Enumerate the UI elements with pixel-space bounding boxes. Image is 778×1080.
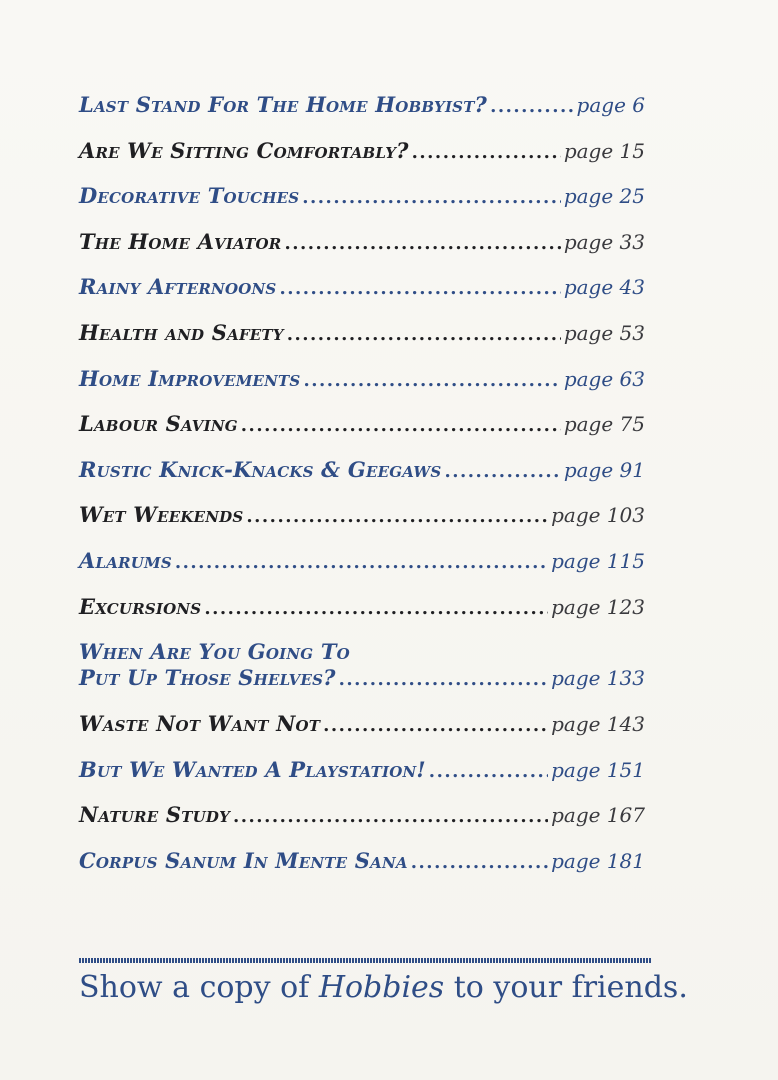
toc-entry[interactable]: [79, 274, 645, 320]
toc-entry[interactable]: [79, 138, 645, 184]
toc-entry-title: Last Stand For The Home Hobbyist?: [79, 92, 488, 117]
table-of-contents: [79, 92, 645, 894]
toc-entry-title: Rustic Knick-Knacks & Geegaws: [79, 456, 442, 482]
toc-entry-title: Alarums: [79, 547, 172, 573]
toc-entry-title: Labour Saving: [79, 411, 238, 437]
toc-entry[interactable]: [79, 229, 645, 275]
toc-entry[interactable]: [79, 411, 645, 457]
toc-entry-page: page 151: [551, 757, 645, 782]
toc-entry-title: Decorative Touches: [79, 183, 300, 209]
toc-entry-page: page 53: [563, 320, 645, 345]
toc-entry-page: page 115: [551, 548, 645, 573]
toc-entry[interactable]: [79, 757, 645, 803]
leader-dots: [490, 96, 573, 117]
leader-dots: [444, 461, 560, 482]
dotted-divider: [79, 958, 651, 963]
toc-entry-title: Corpus Sanum In Mente Sana: [79, 847, 408, 873]
leader-dots: [284, 233, 560, 254]
leader-dots: [323, 715, 548, 736]
leader-dots: [302, 187, 561, 208]
leader-dots: [246, 506, 548, 527]
toc-entry[interactable]: [79, 548, 645, 594]
leader-dots: [411, 852, 548, 873]
footer-emphasis: Hobbies: [318, 970, 445, 1005]
toc-entry-title: Waste Not Want Not: [79, 711, 321, 737]
toc-entry[interactable]: [79, 92, 645, 138]
toc-entry-title: Nature Study: [79, 802, 230, 828]
toc-entry-title-line1: When Are You Going To: [79, 639, 350, 665]
toc-entry-page: page 33: [563, 229, 645, 254]
toc-entry-page: page 75: [563, 412, 645, 437]
toc-entry[interactable]: [79, 802, 645, 848]
leader-dots: [339, 669, 548, 690]
toc-entry[interactable]: [79, 594, 645, 640]
toc-entry-page: page 63: [563, 366, 645, 391]
footer-tagline: [79, 970, 688, 1005]
leader-dots: [303, 370, 560, 391]
footer-text-before: Show a copy of: [79, 970, 319, 1005]
toc-entry-page: page 25: [563, 184, 645, 209]
leader-dots: [279, 278, 560, 299]
toc-entry-page: page 143: [551, 712, 645, 737]
toc-entry-title: Home Improvements: [79, 365, 301, 391]
toc-entry[interactable]: [79, 848, 645, 894]
toc-entry[interactable]: [79, 457, 645, 503]
leader-dots: [287, 324, 561, 345]
toc-entry-page: page 181: [551, 848, 645, 873]
toc-entry[interactable]: [79, 183, 645, 229]
toc-entry[interactable]: [79, 320, 645, 366]
toc-entry-title: Are We Sitting Comfortably?: [79, 137, 409, 163]
toc-entry-page: page 43: [563, 275, 645, 300]
toc-entry[interactable]: [79, 502, 645, 548]
toc-entry-page: page 167: [551, 803, 645, 828]
toc-entry-title: But We Wanted A Playstation!: [79, 756, 426, 782]
toc-entry[interactable]: [79, 366, 645, 412]
leader-dots: [412, 142, 561, 163]
toc-entry-title: Rainy Afternoons: [79, 274, 277, 300]
toc-entry[interactable]: [79, 711, 645, 757]
toc-entry-page: page 133: [551, 666, 645, 691]
toc-entry-title: Excursions: [79, 593, 202, 619]
leader-dots: [204, 598, 548, 619]
leader-dots: [233, 806, 548, 827]
leader-dots: [175, 552, 548, 573]
toc-entry-page: page 123: [551, 594, 645, 619]
toc-entry-page: page 15: [563, 138, 645, 163]
toc-entry-title-line2: Put Up Those Shelves?: [79, 665, 336, 691]
toc-entry-page: page 6: [576, 93, 645, 117]
toc-entry-title: Wet Weekends: [79, 502, 244, 528]
toc-entry-title: Health and Safety: [79, 319, 284, 345]
toc-entry-page: page 103: [551, 503, 645, 528]
toc-entry[interactable]: [79, 639, 645, 711]
toc-entry-title: The Home Aviator: [79, 228, 282, 254]
leader-dots: [241, 415, 561, 436]
toc-entry-page: page 91: [563, 457, 645, 482]
footer-text-after: to your friends.: [444, 970, 688, 1005]
leader-dots: [429, 761, 548, 782]
